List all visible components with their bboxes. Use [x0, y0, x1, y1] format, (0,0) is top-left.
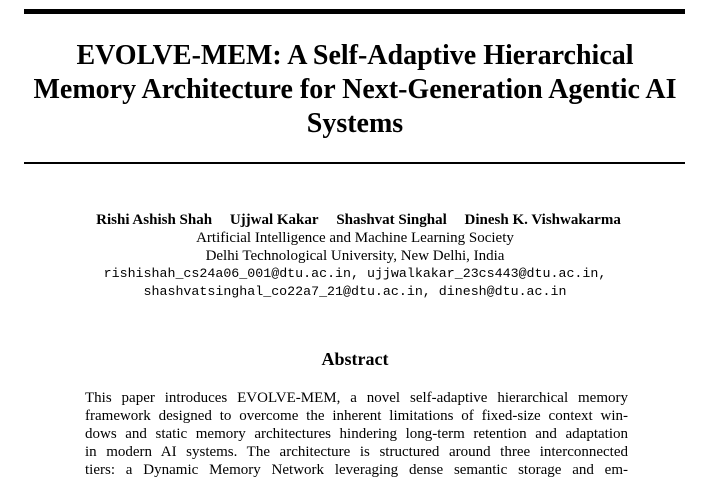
author-3: Shashvat Singhal — [336, 212, 447, 228]
abstract-line-4: in modern AI systems. The architecture is structured around three interconnected — [85, 444, 628, 460]
affiliation-org: Artificial Intelligence and Machine Learning Society — [196, 230, 514, 246]
abstract-body — [85, 389, 628, 479]
email-line-2: shashvatsinghal_co22a7_21@dtu.ac.in, dinesh@dtu.ac.in — [143, 284, 567, 299]
email-line-1: rishishah_cs24a06_001@dtu.ac.in, ujjwalkakar_23cs443@dtu.ac.in, — [103, 266, 607, 281]
abstract-heading: Abstract — [321, 349, 389, 369]
paper-title — [0, 39, 710, 141]
author-1: Rishi Ashish Shah — [96, 212, 213, 228]
title-line-3: Systems — [306, 108, 404, 139]
abstract-line-2: framework designed to overcome the inherent limitations of fixed-size context win- — [85, 408, 628, 424]
title-line-1: EVOLVE-MEM: A Self-Adaptive Hierarchical — [76, 40, 634, 71]
abstract-line-5: tiers: a Dynamic Memory Network leveraging dense semantic storage and em- — [85, 462, 628, 478]
author-4: Dinesh K. Vishwakarma — [464, 212, 621, 228]
abstract-line-3: dows and static memory architectures hindering long-term retention and adaptation — [85, 426, 628, 442]
affiliation-university: Delhi Technological University, New Delhi, India — [205, 248, 505, 264]
author-2: Ujjwal Kakar — [229, 212, 319, 228]
title-line-2: Memory Architecture for Next-Generation Agentic AI — [33, 74, 677, 105]
top-rule — [24, 9, 685, 14]
title-underline-rule — [24, 162, 685, 164]
abstract-line-1: This paper introduces EVOLVE-MEM, a novel self-adaptive hierarchical memory — [85, 390, 628, 406]
author-list — [0, 210, 717, 230]
